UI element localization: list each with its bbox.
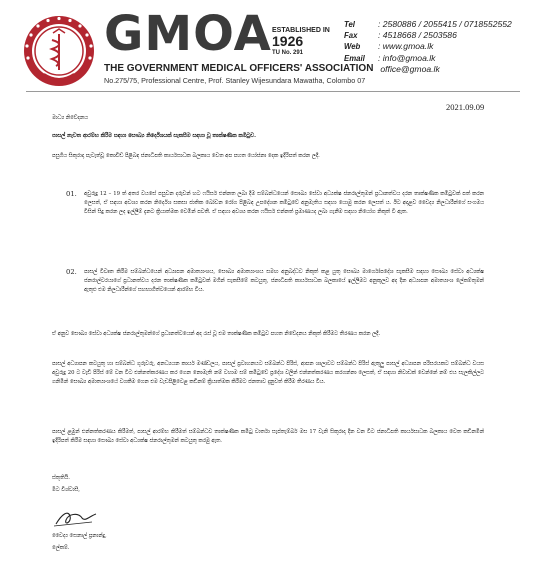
established-label: ESTABLISHED IN	[272, 27, 330, 34]
contact-fax: Fax : 4518668 / 2503586	[344, 30, 457, 41]
tu-number: TU No. 291	[272, 50, 304, 57]
brand-wordmark: GMOA	[104, 6, 272, 62]
point-2-text: පාසල් විවෘත කිරීම සම්බන්ධයෙන් අධ්‍යාපන අමාත්‍යාංශය, සෞඛ්‍ය අමාත්‍යාංශය සමඟ අනුබද්ධව නිකුත් කළ යුතු සෞඛ්‍ය මාර්ගෝපදේශ සැකසීම සඳහා සෞඛ්‍ය සේවා අධ්‍යක්ෂ ජනරාල්වරයාගේ ප්‍රධානත්වය දරන තාක්ෂණික කමිටුවක් මගින් සැකසීමේ කටයුතු, ජනාධිපති කාර්යසාධක බලකායේ ඉල්ලීමට අනුකූලව අද දින අධ්‍යාපන අමාත්‍යාංශ ලේකම්තුමන් ඇතුළු එම නිලධාරීන්ගේ සහභාගීත්වයෙන් ආරම්භ විය.	[84, 269, 484, 294]
contact-email-2[interactable]: office@gmoa.lk	[378, 63, 440, 74]
paragraph-vaccination: පාසල් අධ්‍යාපන කටයුතු හා සම්බන්ධ ගුරුවරු, අනධ්‍යයන කාර්ය මණ්ඩලය, පාසල් ප්‍රවාහනයට සම්බන්ධ පිරිස්, ආපන ශාලාවට සම්බන්ධ පිරිස් ඇතුලු පාසල් අධ්‍යාපන පරිසරයකට සම්බන්ධ වයස අවුරුදු 20 ට වැඩි පිරිස් මේ වන විට එන්නත්කරණය කර ගෙන නොමැති නම් වහාම සම් කමිටුවේ ප්‍රදේශ වලින් එන්නත්කරණය කරගන්නා ලෙසත්, ඒ සඳහා නිවාඩක් වෙන්නේ නම් එය සැලකිල්ලට ගනිමින් සෞඛ්‍ය අමාත්‍යාංශයේ වගකීම ගෙන එම වැඩපිළිවෙළ කඩිනම් ක්‍රියාත්මක කිරීමට ජනතාව දැනුවත් කිරීම තීරණය විය.	[52, 361, 484, 386]
established-block	[272, 27, 332, 56]
signer-title: ලේකම්.	[52, 545, 70, 551]
contact-block	[344, 19, 512, 75]
point-2-number: 02.	[66, 268, 77, 276]
intro-paragraph: පසුගිය සිකුරාදා පැවැත්වූ කොවිඩ් පිළිබඳ ජනාධිපති කාර්යසාධක බලකාය වෙත අප පහත යෝජනා දෙක ඉදිරිපත් කරන ලදී.	[52, 153, 320, 159]
closing-faithfully: මීට විශ්වාසී,	[52, 487, 80, 493]
paragraph-committee: ඒ අනුව සෞඛ්‍ය සේවා අධ්‍යක්ෂ ජනරාල්තුමන්ගේ ප්‍රධානත්වයෙන් අද රැස් වූ එම තාක්ෂණික කමිටුව පහත නිවේදනය නිකුත් කිරීමට තීරණය කරන ලදී.	[52, 331, 381, 337]
contact-email[interactable]: Email : info@gmoa.lk	[344, 52, 436, 63]
letter-date: 2021.09.09	[446, 102, 485, 112]
association-address: No.275/75, Professional Centre, Prof. Stanley Wijesundara Mawatha, Colombo 07	[104, 76, 366, 85]
gmoa-seal-logo	[22, 14, 96, 88]
association-name: THE GOVERNMENT MEDICAL OFFICERS' ASSOCIATION	[104, 63, 374, 74]
letter-subject: පාසල් නැවත ආරම්භ කිරීම සඳහා සෞඛ්‍ය නිර්දේශයක් සැකසීම සඳහා වූ තාක්ෂණික කමිටුව.	[52, 133, 256, 139]
header-divider	[26, 91, 520, 92]
salutation: මාධ්‍ය නිවේදනය	[52, 115, 88, 121]
handwritten-signature	[52, 506, 100, 530]
signer-name: වෛද්‍ය සෙනාල් ප්‍රනාන්දු,	[52, 533, 107, 539]
point-1-number: 01.	[66, 190, 77, 198]
contact-tel: Tel : 2580886 / 2055415 / 0718552552	[344, 19, 512, 29]
contact-web[interactable]: Web : www.gmoa.lk	[344, 41, 434, 52]
paragraph-report: පාසල් ළමුන් එන්නත්කරණය කිරීමත්, පාසල් ආරම්භ කිරීමත් සම්බන්ධව තාක්ෂණික කමිටු වාර්තා සැප්තැම්බර් මස 17 වැනි සිකුරාදා දින වන විට ජනාධිපති කාර්යසාධක බලකාය වෙත කඩිනමින් ඉදිරිපත් කිරීම සඳහා සෞඛ්‍ය සේවා අධ්‍යක්ෂ ජනරාල්තුමන් කටයුතු කරමු ඇත.	[52, 429, 484, 445]
established-year: 1926	[272, 33, 304, 50]
closing-thanks: ස්තුතියි.	[52, 475, 70, 481]
point-1-text: අවුරුදු 12 – 19 ත් අතර වයසේ පසුවන දරුවන් හට ෆයිසර් එන්නත ලබා දීම සම්බන්ධයෙන් සෞඛ්‍ය සේවා අධ්‍යක්ෂ ජනරාල්තුමන් ප්‍රධානත්වය දරන තාක්ෂණික කමිටුවක් පත් කරන ලෙසත්, ඒ සඳහා අවශ්‍ය කරන නිර්දේශ සකසා ජාතික බෝවන රෝග පිළිබඳ උපදේශන කමිටුවේ අනුමැතිය සඳහා යොමු කරන ලෙසත් ය. ඊට අදාළව වෛද්‍ය නිලධාරීන්ගේ සංගමය විසින් සිදු කරන ලද ඉල්ලීම් දැනට ක්‍රියාත්මක වෙමින් පවතී. ඒ සඳහා අවශ්‍ය කරන ෆයිසර් එන්නත් ප්‍රමාණයද ලබා ගැනීම සඳහා නියෝග නිකුත් වී ඇත.	[84, 191, 484, 216]
